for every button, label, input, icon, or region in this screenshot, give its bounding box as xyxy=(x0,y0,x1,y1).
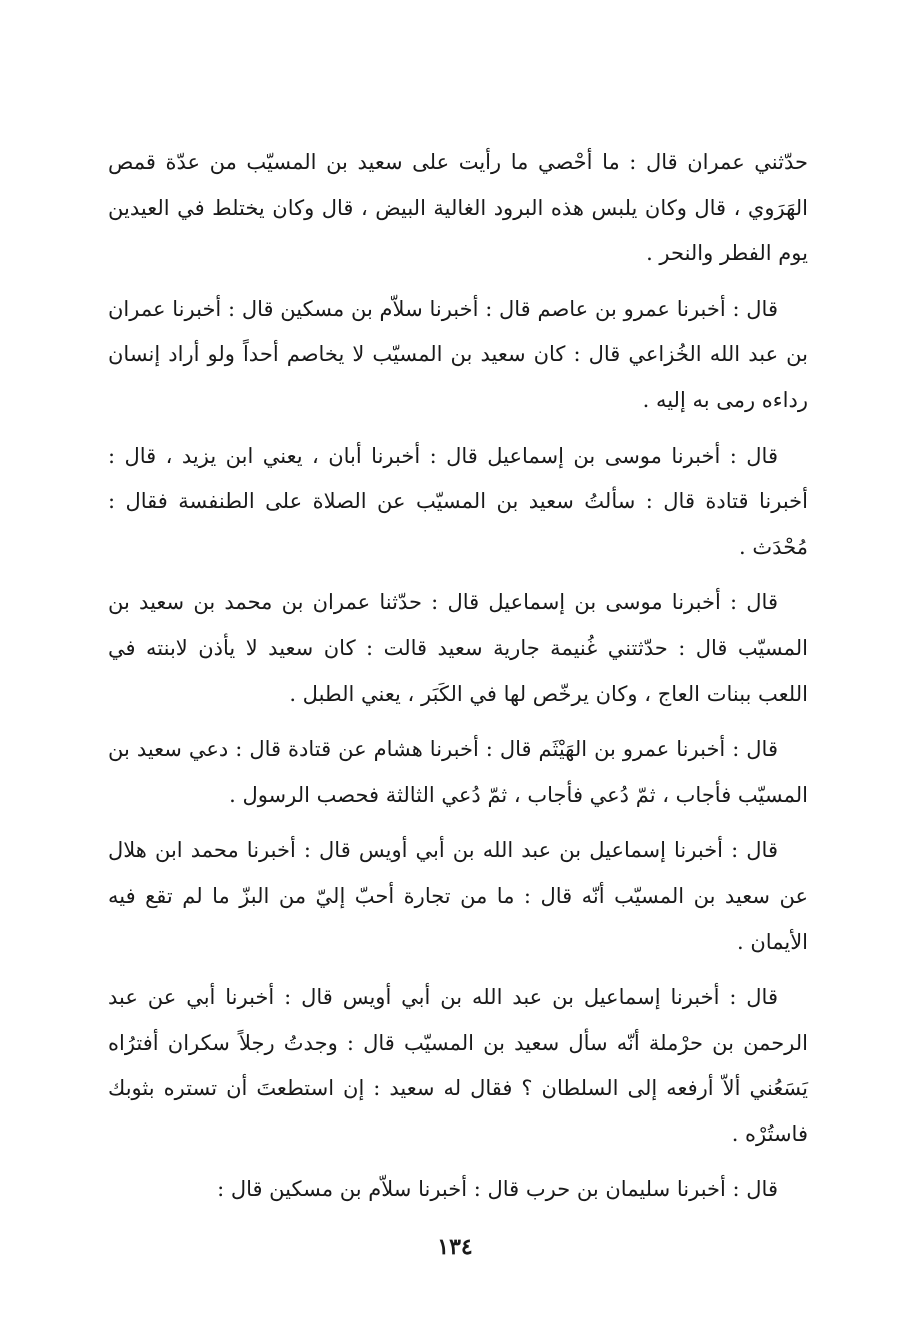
paragraph: حدّثني عمران قال : ما أحْصي ما رأيت على سعيد بن المسيّب من عدّة قمص الهَرَوي ، قال وكان يلبس هذه البرود الغالية البيض ، قال وكان يختلط في العيدين يوم الفطر والنحر . xyxy=(108,150,808,266)
page-body xyxy=(108,140,808,1223)
page-number: ١٣٤ xyxy=(437,1234,473,1260)
paragraph: قال : أخبرنا عمرو بن الهَيْثَم قال : أخبرنا هشام عن قتادة قال : دعي سعيد بن المسيّب فأجاب ، ثمّ دُعي فأجاب ، ثمّ دُعي الثالثة فحصب الرسول . xyxy=(108,737,808,807)
paragraph: قال : أخبرنا إسماعيل بن عبد الله بن أبي أويس قال : أخبرنا أبي عن عبد الرحمن بن حرْملة أنّه سأل سعيد بن المسيّب قال : وجدتُ رجلاً سكران أفترُاه يَسَعُني ألاّ أرفعه إلى السلطان ؟ فقال له سعيد : إن استطعتَ أن تستره بثوبك فاستُرْه . xyxy=(108,985,808,1146)
paragraph: قال : أخبرنا موسى بن إسماعيل قال : أخبرنا أبان ، يعني ابن يزيد ، قال : أخبرنا قتادة قال : سألتُ سعيد بن المسيّب عن الصلاة على الطنفسة فقال : مُحْدَث . xyxy=(108,443,808,559)
paragraph: قال : أخبرنا إسماعيل بن عبد الله بن أبي أويس قال : أخبرنا محمد ابن هلال عن سعيد بن المسيّب أنّه قال : ما من تجارة أحبّ إليّ من البزّ ما لم تقع فيه الأيمان . xyxy=(108,838,808,954)
paragraph: قال : أخبرنا سليمان بن حرب قال : أخبرنا سلاّم بن مسكين قال : xyxy=(217,1177,778,1202)
paragraph: قال : أخبرنا عمرو بن عاصم قال : أخبرنا سلاّم بن مسكين قال : أخبرنا عمران بن عبد الله الخُزاعي قال : كان سعيد بن المسيّب لا يخاصم أحداً ولو أراد إنسان رداءه رمى به إليه . xyxy=(108,296,808,412)
paragraph: قال : أخبرنا موسى بن إسماعيل قال : حدّثنا عمران بن محمد بن سعيد بن المسيّب قال : حدّثتني غُنيمة جارية سعيد قالت : كان سعيد لا يأذن لابنته في اللعب ببنات العاج ، وكان يرخّص لها في الكَبَر ، يعني الطبل . xyxy=(108,590,808,706)
